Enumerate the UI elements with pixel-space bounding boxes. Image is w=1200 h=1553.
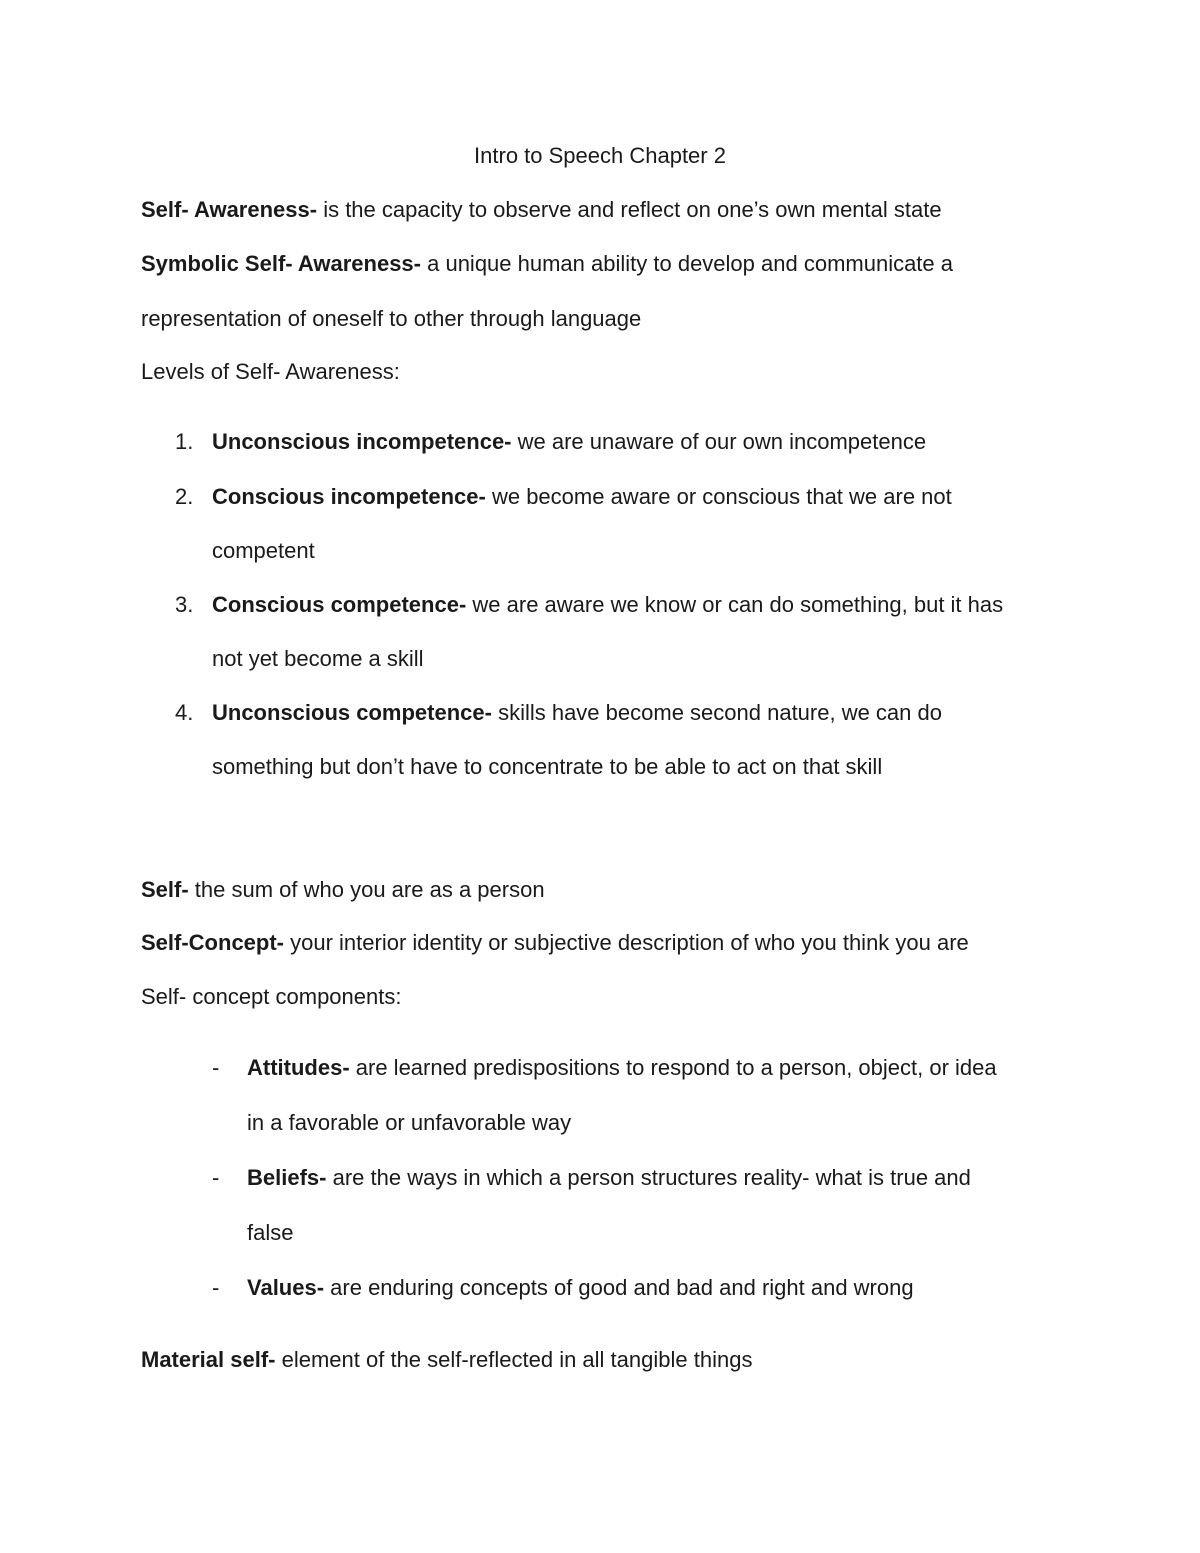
list-item-text: we are aware we know or can do something, but it has — [466, 592, 1004, 617]
definition-symbolic-self-awareness — [141, 251, 953, 277]
list-number: 3. — [175, 592, 194, 617]
term-self-concept: Self-Concept- — [141, 930, 284, 955]
definition-self-concept — [141, 930, 969, 956]
term-self-awareness: Self- Awareness- — [141, 197, 318, 222]
dash-bullet: - — [212, 1275, 220, 1300]
list-number: 1. — [175, 429, 194, 454]
bullet-item-beliefs — [247, 1165, 971, 1191]
definition-self — [141, 877, 545, 903]
bullet-item-text: are learned predispositions to respond to a person, object, or idea — [349, 1055, 997, 1080]
bullet-item-text: are enduring concepts of good and bad and right and wrong — [324, 1275, 914, 1300]
term-attitudes: Attitudes- — [247, 1055, 350, 1080]
term-conscious-competence: Conscious competence- — [212, 592, 467, 617]
definition-text: element of the self-reflected in all tangible things — [275, 1347, 753, 1372]
list-item-continuation: not yet become a skill — [212, 646, 424, 671]
list-item-level-1 — [212, 429, 926, 455]
bullet-item-continuation: in a favorable or unfavorable way — [247, 1110, 572, 1135]
term-material-self: Material self- — [141, 1347, 276, 1372]
bullet-item-values — [247, 1275, 914, 1301]
list-item-level-2 — [212, 484, 952, 510]
list-item-text: we are unaware of our own incompetence — [511, 429, 927, 454]
list-item-level-4 — [212, 700, 942, 726]
term-symbolic-self-awareness: Symbolic Self- Awareness- — [141, 251, 421, 276]
term-unconscious-incompetence: Unconscious incompetence- — [212, 429, 512, 454]
term-unconscious-competence: Unconscious competence- — [212, 700, 492, 725]
list-item-continuation: competent — [212, 538, 315, 563]
list-item-text: skills have become second nature, we can do — [491, 700, 942, 725]
definition-text: a unique human ability to develop and communicate a — [421, 251, 954, 276]
definition-self-awareness — [141, 197, 942, 223]
term-self: Self- — [141, 877, 189, 902]
list-item-text: we become aware or conscious that we are not — [485, 484, 952, 509]
definition-material-self — [141, 1347, 752, 1373]
definition-text: the sum of who you are as a person — [188, 877, 545, 902]
document-title: Intro to Speech Chapter 2 — [474, 143, 726, 168]
levels-heading: Levels of Self- Awareness: — [141, 359, 400, 384]
term-beliefs: Beliefs- — [247, 1165, 327, 1190]
bullet-item-text: are the ways in which a person structures reality- what is true and — [326, 1165, 971, 1190]
list-number: 4. — [175, 700, 194, 725]
list-item-continuation: something but don’t have to concentrate to be able to act on that skill — [212, 754, 883, 779]
definition-continuation: representation of oneself to other through language — [141, 306, 642, 331]
bullet-item-attitudes — [247, 1055, 997, 1081]
list-number: 2. — [175, 484, 194, 509]
list-item-level-3 — [212, 592, 1003, 618]
definition-text: your interior identity or subjective description of who you think you are — [284, 930, 969, 955]
term-conscious-incompetence: Conscious incompetence- — [212, 484, 486, 509]
term-values: Values- — [247, 1275, 325, 1300]
bullet-item-continuation: false — [247, 1220, 294, 1245]
definition-text: is the capacity to observe and reflect on one’s own mental state — [317, 197, 942, 222]
components-heading: Self- concept components: — [141, 984, 402, 1009]
dash-bullet: - — [212, 1055, 220, 1080]
dash-bullet: - — [212, 1165, 220, 1190]
